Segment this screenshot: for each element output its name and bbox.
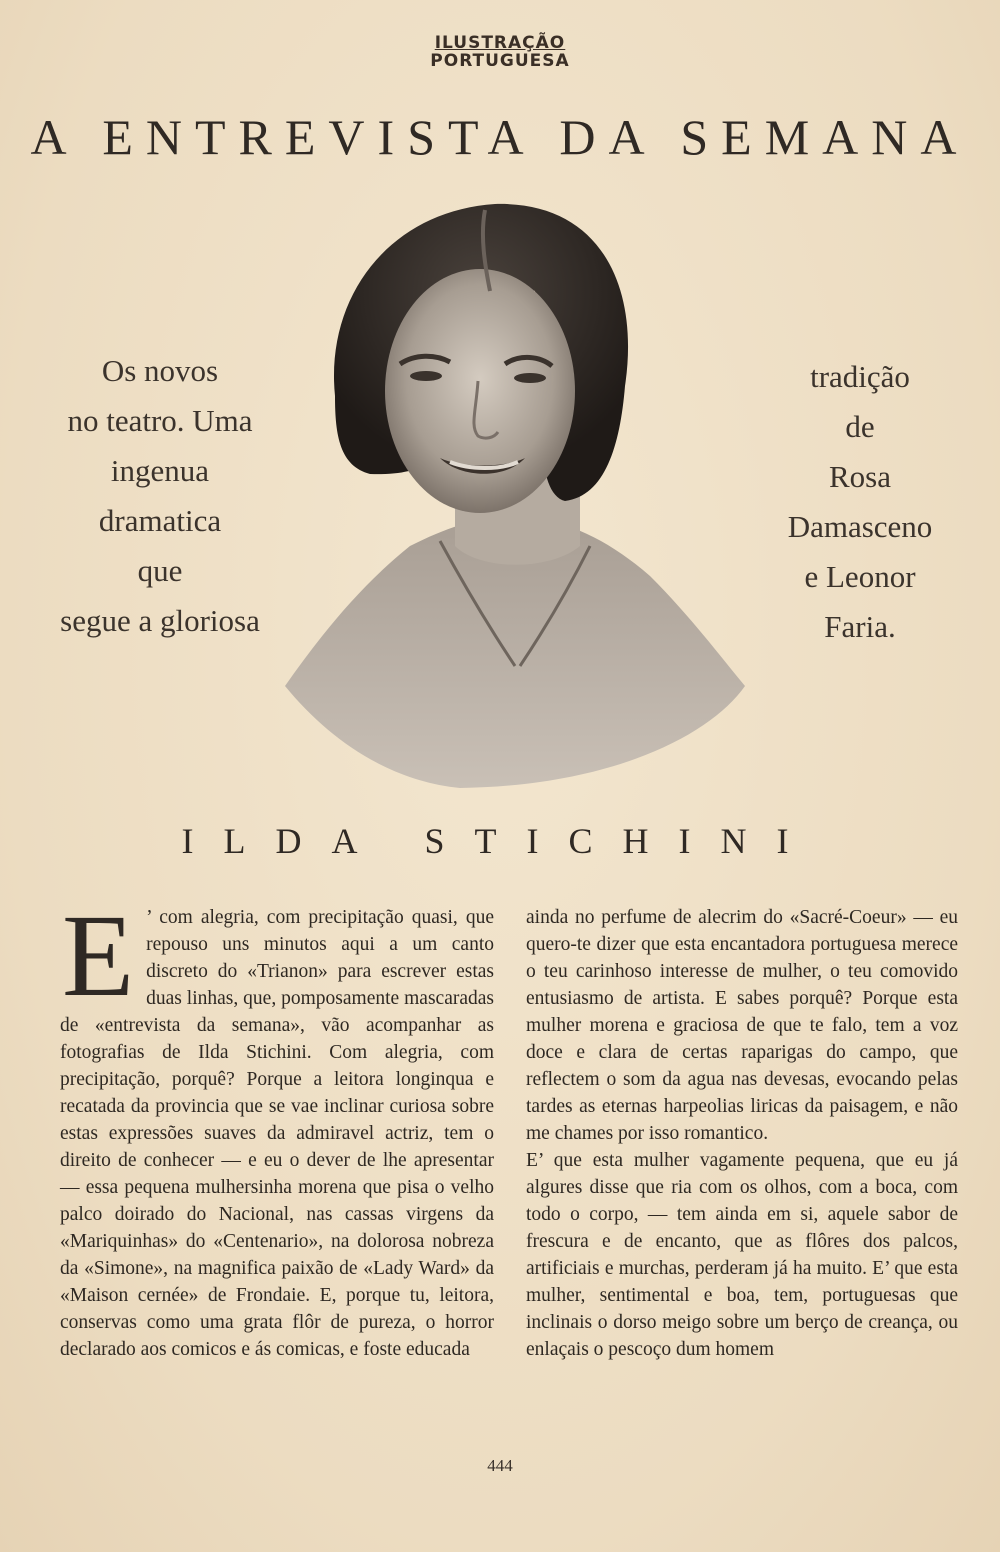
- caption-left-line: segue a gloriosa: [60, 603, 260, 638]
- page-number: 444: [487, 1456, 513, 1475]
- article-paragraph: ainda no perfume de alecrim do «Sacré-Coeur» — eu quero-te dizer que esta encantadora portuguesa merece o teu carinhoso interesse de mulher, o teu comovido entusiasmo de artista. E sabes porquê? Porque esta mulher morena e graciosa de que te falo, tem a voz doce e clara de certas raparigas do campo, que reflectem o som da agua nas devesas, evocando pelas tardes as eternas harpeolias liricas da paisagem, e não me chames por isso romantico.: [526, 907, 958, 1144]
- article-paragraph: E’ que esta mulher vagamente pequena, que eu já algures disse que ria com os olhos, com a boca, com todo o corpo, — tem ainda em si, aquele sabor de frescura e de encanto, que as flôres dos palcos, artificiais e murchas, perderam já ha muito. E’ que esta mulher, sentimental e boa, tem, portuguesas que inclinais o dorso meigo sobre um berço de creança, ou enlaçais o pescoço dum homem: [526, 1150, 958, 1360]
- caption-right-line: de: [845, 409, 875, 444]
- caption-left-line: dramatica: [98, 503, 222, 538]
- article-paragraph: ’ com alegria, com precipitação quasi, que repouso uns minutos aqui a um canto discreto do «Trianon» para escrever estas duas linhas, que, pomposamente mascaradas de «entrevista da semana», vão acompanhar as fotografias de Ilda Stichini. Com alegria, com precipitação, porquê? Porque a leitora longinqua e recatada da provincia que se vae inclinar curiosa sobre estas expressões suaves da admiravel actriz, tem o direito de conhecer — e eu o dever de lhe apresentar — essa pequena mulhersinha morena que pisa o velho palco doirado do Nacional, nas cassas virgens da «Mariquinhas» do «Centenario», na dolorosa nobreza da «Simone», na magnifica paixão de «Lady Ward» da «Maison cernée» de Frondaie. E, porque tu, leitora, conservas como uma grata flôr de pureza, o horror declarado aos comicos e ás comicas, e foste educada: [60, 907, 494, 1360]
- caption-left-line: que: [137, 553, 183, 588]
- caption-right-line: tradição: [810, 359, 910, 394]
- masthead-line1: ILUSTRAÇÃO: [434, 33, 566, 53]
- masthead-logo: [0, 34, 1000, 70]
- subject-name: ILDA STICHINI: [181, 821, 819, 861]
- article-column-right: [526, 904, 958, 1363]
- caption-right-line: Rosa: [829, 459, 891, 494]
- caption-left-line: Os novos: [101, 353, 219, 388]
- eye-left: [410, 371, 442, 381]
- masthead-line2: PORTUGUESA: [430, 51, 570, 71]
- portrait-photo: [280, 196, 750, 796]
- article-column-left: [60, 890, 494, 1363]
- caption-left-line: ingenua: [110, 453, 210, 488]
- caption-right-line: Faria.: [824, 609, 896, 644]
- caption-left: [40, 346, 280, 646]
- caption-right-line: Damasceno: [787, 509, 933, 544]
- caption-left-line: no teatro. Uma: [67, 403, 253, 438]
- drop-cap: E: [62, 890, 135, 1021]
- face: [385, 269, 575, 513]
- headline: A ENTREVISTA DA SEMANA: [30, 109, 970, 165]
- eye-right: [514, 373, 546, 383]
- caption-right-line: e Leonor: [804, 559, 916, 594]
- caption-right: [760, 352, 960, 652]
